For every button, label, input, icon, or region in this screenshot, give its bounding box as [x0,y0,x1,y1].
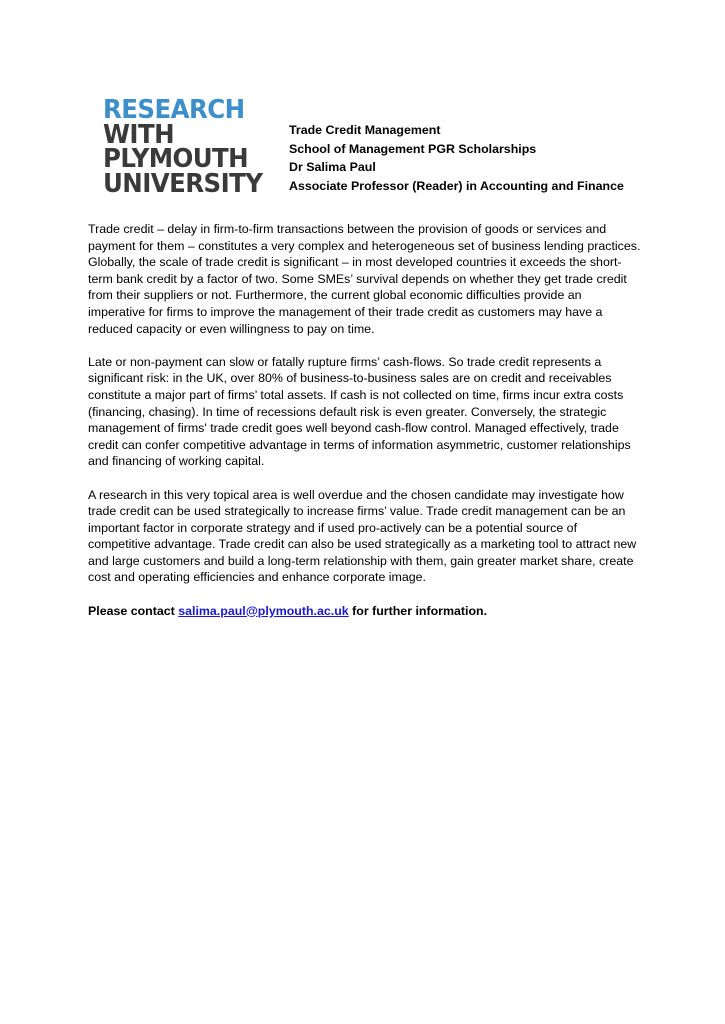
document-title: Trade Credit Management [289,123,441,137]
contact-line [88,603,648,620]
paragraph-line: payment for them – constitutes a very complex and heterogeneous set of business lending practices. [88,238,641,253]
paragraph-line: significant risk: in the UK, over 80% of business-to-business sales are on credit and receivables [88,371,612,386]
logo-line-research: RESEARCH [103,95,245,125]
author-position: Associate Professor (Reader) in Accounting and Finance [289,178,624,193]
document-header [289,121,624,195]
contact-suffix: for further information. [348,603,488,618]
paragraph-line: management of firms' trade credit goes well beyond cash-flow control. Managed effectively, trade [88,421,619,436]
paragraph-3 [88,487,648,587]
author-name: Dr Salima Paul [289,160,376,175]
university-logo [103,95,263,199]
logo-line-with: WITH [103,119,174,150]
paragraph-line: reduced capacity or even willingness to pay on time. [88,321,375,336]
paragraph-line: and large customers and build a long-term relationship with them, gain greater market share, create [88,553,634,568]
paragraph-line: important factor in corporate strategy and if used pro-actively can be a potential source of [88,520,578,535]
document-subtitle: School of Management PGR Scholarships [289,141,537,156]
paragraph-line: credit can confer competitive advantage in terms of information asymmetric, customer relationships [88,437,631,452]
paragraph-line: cost and operating efficiencies and enhance corporate image. [88,570,426,585]
paragraph-line: term bank credit by a factor of two. Some SMEs’ survival depends on whether they get trade credit [88,271,627,286]
paragraph-line: Globally, the scale of trade credit is significant – in most developed countries it exceeds the short- [88,255,622,270]
paragraph-line: competitive advantage. Trade credit can also be used strategically as a marketing tool to attract new [88,537,637,552]
paragraph-1 [88,221,648,337]
paragraph-line: A research in this very topical area is well overdue and the chosen candidate may investigate how [88,487,624,502]
contact-email-link[interactable]: salima.paul@plymouth.ac.uk [178,603,349,618]
paragraph-line: (financing, chasing). In time of recessions default risk is even greater. Conversely, the strategic [88,404,607,419]
paragraph-line: Late or non-payment can slow or fatally rupture firms’ cash-flows. So trade credit represents a [88,354,602,369]
logo-line-plymouth: PLYMOUTH [103,144,249,174]
paragraph-2 [88,354,648,470]
paragraph-line: from their suppliers or not. Furthermore, the current global economic difficulties provide an [88,288,582,303]
contact-prefix: Please contact [88,603,179,618]
paragraph-line: imperative for firms to improve the management of their trade credit as customers may have a [88,304,603,319]
paragraph-line: trade credit can be used strategically to increase firms’ value. Trade credit management can be an [88,504,626,519]
paragraph-line: Trade credit – delay in firm-to-firm transactions between the provision of goods or services and [88,222,607,236]
logo-line-university: UNIVERSITY [103,168,263,199]
document-body [88,221,648,636]
paragraph-line: constitute a major part of firms’ total assets. If cash is not collected on time, firms incur extra costs [88,387,624,402]
paragraph-line: and financing of working capital. [88,454,265,469]
